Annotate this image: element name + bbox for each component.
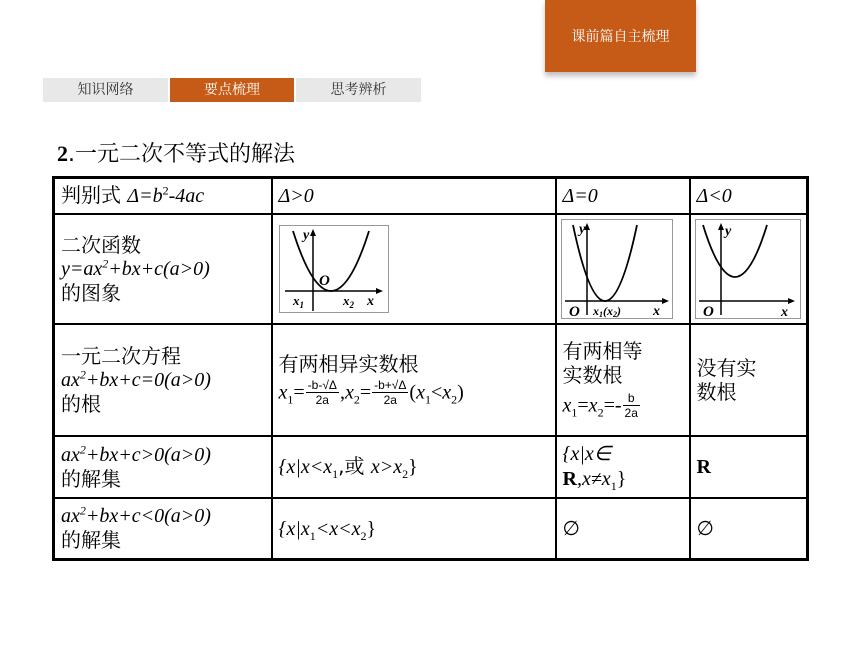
svg-text:x: x (780, 304, 788, 319)
svg-text:y: y (578, 221, 585, 237)
parabola-no-root-graph (695, 219, 801, 319)
table-row-roots (54, 324, 808, 436)
tab-thinking-analysis[interactable]: 思考辨析 (296, 78, 421, 102)
solution-gt-label: $ax^2+bx+c>0(a>0)$ 的解集 (54, 436, 272, 498)
solution-gt-double-root: {x|x∈ $R,x\ne x_1$} (556, 436, 690, 498)
delta-negative-header: Δ<0 (690, 178, 808, 214)
section-badge: 课前篇自主梳理 (545, 0, 696, 72)
svg-text:y: y (302, 227, 309, 243)
solution-lt-no-root: ∅ (690, 498, 808, 560)
two-distinct-roots-text: 有两相异实数根 (278, 351, 419, 376)
solution-lt-label: $ax^2+bx+c<0(a>0)$ 的解集 (54, 498, 272, 560)
table-row-discriminant (54, 178, 808, 214)
delta-zero-header: Δ=0 (556, 178, 690, 214)
double-root-cell: 有两相等 实数根 $x_1=x_2=-$ $\frac{b}{2a}$ (556, 324, 690, 436)
solution-lt-two-roots: $\{x|x_1<x<x_2\}$ (272, 498, 556, 560)
double-root-formula: $x_1=x_2=-$ $\frac{b}{2a}$ (562, 390, 638, 420)
quadratic-inequality-table (52, 176, 809, 561)
table-row-graph (54, 214, 808, 324)
svg-text:O: O (702, 303, 714, 319)
tab-key-points[interactable]: 要点梳理 (170, 78, 294, 102)
solution-gt-no-root: R (690, 436, 808, 498)
parabola-two-roots-graph (279, 225, 389, 313)
section-heading (57, 137, 295, 168)
heading-number: 2 (57, 141, 68, 166)
svg-text:x1(x2): x1(x2) (592, 303, 621, 319)
roots-formula: $x_1=$ $\frac{-b-√\Delta}{2a}$ $,x_2=$ $\frac{-b+√\Delta}{2a}$ $(x_1<x_2)$ (278, 377, 464, 407)
heading-title: .一元二次不等式的解法 (68, 142, 295, 167)
parabola-double-root-graph (561, 219, 673, 319)
graph-label: 二次函数 $y=ax^2+bx+c(a>0)$ 的图象 (54, 214, 272, 324)
discriminant-label: 判别式 $\Delta=b^2-4ac$ (54, 178, 272, 214)
table-row-solution-lt (54, 498, 808, 560)
table-row-solution-gt (54, 436, 808, 498)
svg-text:O: O (568, 303, 580, 319)
no-real-roots-cell: 没有实 数根 (690, 324, 808, 436)
svg-text:x2: $x_2$ (342, 292, 354, 310)
solution-lt-double-root: ∅ (556, 498, 690, 560)
roots-label: 一元二次方程 $ax^2+bx+c=0(a>0)$ 的根 (54, 324, 272, 436)
solution-gt-two-roots: {$x|x<x_1$,或 $x>x_2$} (272, 436, 556, 498)
svg-text:x: x (652, 303, 660, 319)
tab-knowledge-network[interactable]: 知识网络 (43, 78, 168, 102)
svg-text:y: y (724, 223, 731, 239)
tab-bar (43, 78, 423, 102)
svg-text:x: x (366, 293, 374, 309)
graph-no-root-cell (690, 214, 808, 324)
two-distinct-roots-cell (272, 324, 556, 436)
svg-text:O: O (318, 272, 330, 289)
delta-positive-header: Δ>0 (272, 178, 556, 214)
graph-two-roots-cell (272, 214, 556, 324)
svg-text:x1: $x_1$ (292, 292, 304, 310)
graph-double-root-cell (556, 214, 690, 324)
